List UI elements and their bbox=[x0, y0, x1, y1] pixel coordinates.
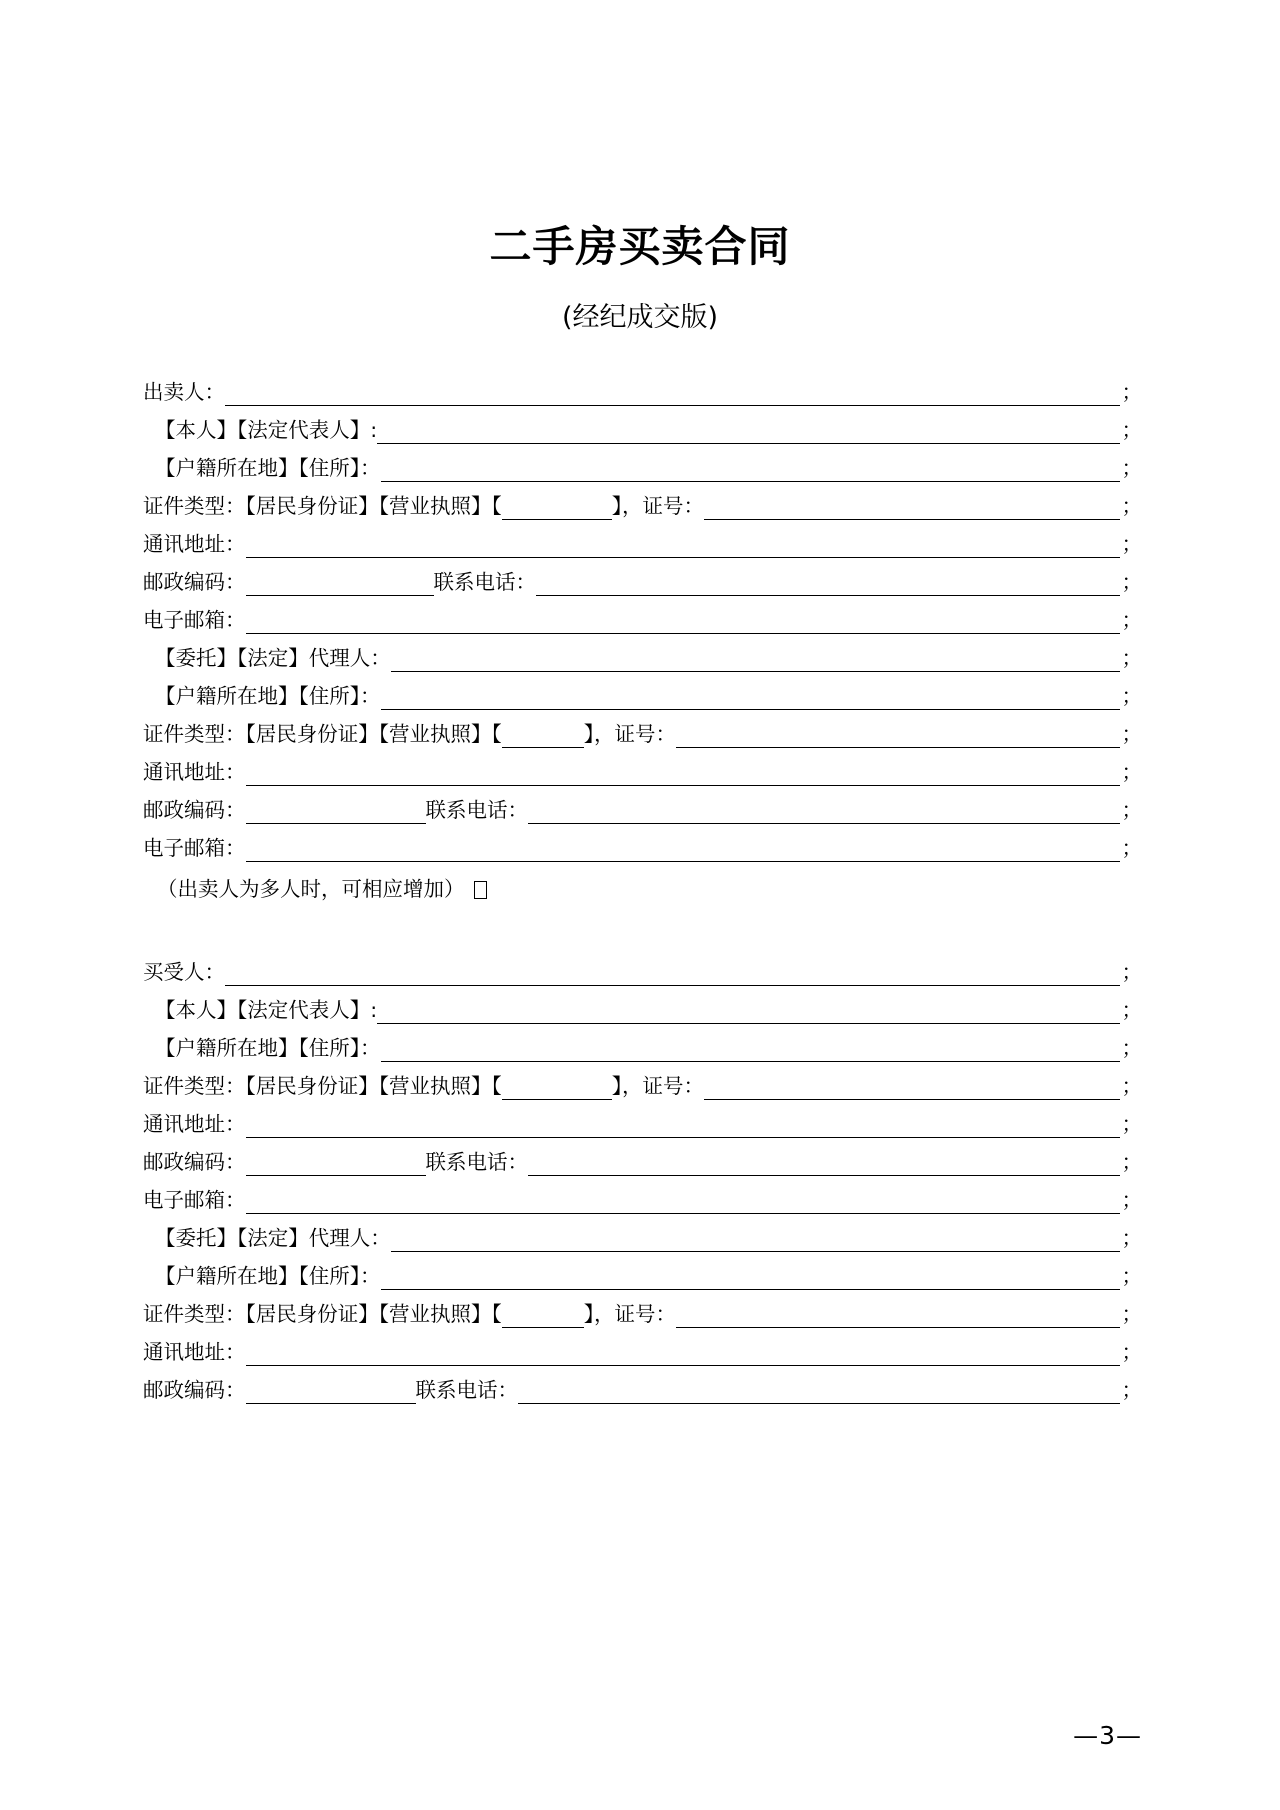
seller-field-label-secondary: 】，证号： bbox=[611, 494, 704, 519]
seller-field-terminator: ； bbox=[1121, 418, 1142, 443]
buyer-fields-group bbox=[143, 948, 1142, 1404]
buyer-field-terminator: ； bbox=[1121, 1378, 1142, 1403]
seller-field-row bbox=[143, 368, 1142, 406]
seller-field-label-secondary: 联系电话： bbox=[425, 798, 528, 823]
seller-field-blank[interactable] bbox=[225, 385, 1120, 406]
buyer-field-row bbox=[143, 986, 1142, 1024]
buyer-field-blank[interactable] bbox=[377, 1003, 1119, 1024]
buyer-field-label: 【户籍所在地】【住所】： bbox=[155, 1264, 381, 1289]
buyer-field-label-secondary: 】，证号： bbox=[583, 1302, 676, 1327]
seller-field-label: 通讯地址： bbox=[143, 760, 246, 785]
seller-field-label-secondary: 联系电话： bbox=[433, 570, 536, 595]
seller-field-blank-inline[interactable] bbox=[246, 575, 434, 596]
buyer-field-blank-inline[interactable] bbox=[502, 1079, 612, 1100]
seller-field-blank[interactable] bbox=[246, 613, 1120, 634]
seller-field-terminator: ； bbox=[1121, 380, 1142, 405]
page-title: 二手房买卖合同 bbox=[489, 222, 791, 271]
seller-field-blank[interactable] bbox=[377, 423, 1119, 444]
buyer-field-label: 通讯地址： bbox=[143, 1112, 246, 1137]
seller-field-terminator: ； bbox=[1121, 760, 1142, 785]
buyer-field-label: 【户籍所在地】【住所】： bbox=[155, 1036, 381, 1061]
buyer-field-terminator: ； bbox=[1121, 1264, 1142, 1289]
seller-field-row bbox=[143, 748, 1142, 786]
box-glyph-icon bbox=[474, 881, 487, 899]
buyer-field-label-secondary: 联系电话： bbox=[415, 1378, 518, 1403]
seller-field-row bbox=[143, 520, 1142, 558]
buyer-field-blank[interactable] bbox=[246, 1345, 1120, 1366]
buyer-field-row bbox=[143, 1328, 1142, 1366]
buyer-field-blank[interactable] bbox=[528, 1155, 1120, 1176]
seller-field-label: 电子邮箱： bbox=[143, 836, 246, 861]
seller-field-terminator: ； bbox=[1121, 798, 1142, 823]
seller-field-blank[interactable] bbox=[246, 765, 1120, 786]
seller-field-label: 通讯地址： bbox=[143, 532, 246, 557]
buyer-field-terminator: ； bbox=[1121, 1340, 1142, 1365]
seller-field-label: 【户籍所在地】【住所】： bbox=[155, 456, 381, 481]
buyer-field-row bbox=[143, 1062, 1142, 1100]
buyer-field-row bbox=[143, 1138, 1142, 1176]
seller-field-blank[interactable] bbox=[381, 461, 1120, 482]
seller-field-blank[interactable] bbox=[676, 727, 1120, 748]
buyer-field-terminator: ； bbox=[1121, 1302, 1142, 1327]
buyer-field-label-secondary: 联系电话： bbox=[425, 1150, 528, 1175]
section-divider bbox=[143, 900, 1142, 948]
buyer-field-blank[interactable] bbox=[225, 965, 1120, 986]
buyer-field-row bbox=[143, 1366, 1142, 1404]
seller-field-blank[interactable] bbox=[536, 575, 1120, 596]
seller-field-terminator: ； bbox=[1121, 608, 1142, 633]
buyer-field-terminator: ； bbox=[1121, 1188, 1142, 1213]
seller-multi-note-text: （出卖人为多人时，可相应增加） bbox=[157, 877, 465, 902]
buyer-field-row bbox=[143, 1214, 1142, 1252]
seller-field-row bbox=[143, 824, 1142, 862]
buyer-field-label: 证件类型：【居民身份证】【营业执照】【 bbox=[143, 1074, 502, 1099]
seller-field-blank[interactable] bbox=[528, 803, 1120, 824]
seller-field-label: 【户籍所在地】【住所】： bbox=[155, 684, 381, 709]
seller-field-label: 邮政编码： bbox=[143, 798, 246, 823]
seller-field-terminator: ； bbox=[1121, 722, 1142, 747]
buyer-field-blank[interactable] bbox=[391, 1231, 1120, 1252]
buyer-field-blank[interactable] bbox=[518, 1383, 1120, 1404]
buyer-field-label: 【委托】【法定】代理人： bbox=[155, 1226, 391, 1251]
buyer-field-terminator: ； bbox=[1121, 960, 1142, 985]
seller-field-label: 【本人】【法定代表人】: bbox=[155, 418, 378, 443]
seller-field-blank[interactable] bbox=[246, 841, 1120, 862]
buyer-field-terminator: ； bbox=[1121, 1150, 1142, 1175]
seller-field-label: 邮政编码： bbox=[143, 570, 246, 595]
seller-field-blank[interactable] bbox=[381, 689, 1120, 710]
buyer-field-blank[interactable] bbox=[246, 1117, 1120, 1138]
buyer-field-row bbox=[143, 1252, 1142, 1290]
buyer-field-label: 通讯地址： bbox=[143, 1340, 246, 1365]
buyer-field-label-secondary: 】，证号： bbox=[611, 1074, 704, 1099]
seller-field-row bbox=[143, 634, 1142, 672]
seller-field-terminator: ； bbox=[1121, 494, 1142, 519]
seller-field-blank[interactable] bbox=[246, 537, 1120, 558]
seller-field-blank-inline[interactable] bbox=[502, 727, 584, 748]
seller-field-terminator: ； bbox=[1121, 570, 1142, 595]
buyer-field-blank[interactable] bbox=[381, 1041, 1120, 1062]
buyer-field-row bbox=[143, 1290, 1142, 1328]
page-subtitle: (经纪成交版) bbox=[561, 302, 719, 334]
seller-field-row bbox=[143, 406, 1142, 444]
seller-field-row bbox=[143, 482, 1142, 520]
buyer-field-blank[interactable] bbox=[704, 1079, 1120, 1100]
buyer-field-blank[interactable] bbox=[676, 1307, 1120, 1328]
buyer-field-label: 邮政编码： bbox=[143, 1150, 246, 1175]
seller-field-row bbox=[143, 444, 1142, 482]
buyer-field-terminator: ； bbox=[1121, 1074, 1142, 1099]
seller-field-row bbox=[143, 672, 1142, 710]
seller-field-label: 电子邮箱： bbox=[143, 608, 246, 633]
seller-field-terminator: ； bbox=[1121, 684, 1142, 709]
seller-field-terminator: ； bbox=[1121, 646, 1142, 671]
buyer-field-blank-inline[interactable] bbox=[246, 1155, 426, 1176]
seller-field-terminator: ； bbox=[1121, 456, 1142, 481]
seller-field-terminator: ； bbox=[1121, 532, 1142, 557]
buyer-field-terminator: ； bbox=[1121, 1226, 1142, 1251]
seller-field-blank[interactable] bbox=[704, 499, 1120, 520]
buyer-field-row bbox=[143, 1176, 1142, 1214]
seller-field-blank[interactable] bbox=[391, 651, 1120, 672]
seller-field-label: 证件类型：【居民身份证】【营业执照】【 bbox=[143, 722, 502, 747]
seller-field-label-secondary: 】，证号： bbox=[583, 722, 676, 747]
buyer-field-label: 邮政编码： bbox=[143, 1378, 246, 1403]
seller-field-blank-inline[interactable] bbox=[502, 499, 612, 520]
seller-field-blank-inline[interactable] bbox=[246, 803, 426, 824]
seller-multi-note bbox=[143, 862, 1142, 900]
buyer-field-label: 买受人： bbox=[143, 960, 225, 985]
seller-field-label: 【委托】【法定】代理人： bbox=[155, 646, 391, 671]
seller-field-terminator: ； bbox=[1121, 836, 1142, 861]
buyer-field-label: 证件类型：【居民身份证】【营业执照】【 bbox=[143, 1302, 502, 1327]
form-body bbox=[0, 335, 1280, 1404]
buyer-field-row bbox=[143, 948, 1142, 986]
buyer-field-row bbox=[143, 1024, 1142, 1062]
buyer-field-blank[interactable] bbox=[246, 1193, 1120, 1214]
seller-field-label: 出卖人： bbox=[143, 380, 225, 405]
buyer-field-blank-inline[interactable] bbox=[502, 1307, 584, 1328]
buyer-field-label: 电子邮箱： bbox=[143, 1188, 246, 1213]
seller-field-row bbox=[143, 596, 1142, 634]
seller-field-row bbox=[143, 710, 1142, 748]
buyer-field-row bbox=[143, 1100, 1142, 1138]
buyer-field-terminator: ； bbox=[1121, 1036, 1142, 1061]
seller-field-row bbox=[143, 786, 1142, 824]
buyer-field-terminator: ； bbox=[1121, 998, 1142, 1023]
seller-fields-group bbox=[143, 368, 1142, 862]
buyer-field-blank-inline[interactable] bbox=[246, 1383, 416, 1404]
seller-field-row bbox=[143, 558, 1142, 596]
buyer-field-terminator: ； bbox=[1121, 1112, 1142, 1137]
page-number: —3— bbox=[1073, 1721, 1142, 1750]
seller-field-label: 证件类型：【居民身份证】【营业执照】【 bbox=[143, 494, 502, 519]
buyer-field-blank[interactable] bbox=[381, 1269, 1120, 1290]
buyer-field-label: 【本人】【法定代表人】: bbox=[155, 998, 378, 1023]
